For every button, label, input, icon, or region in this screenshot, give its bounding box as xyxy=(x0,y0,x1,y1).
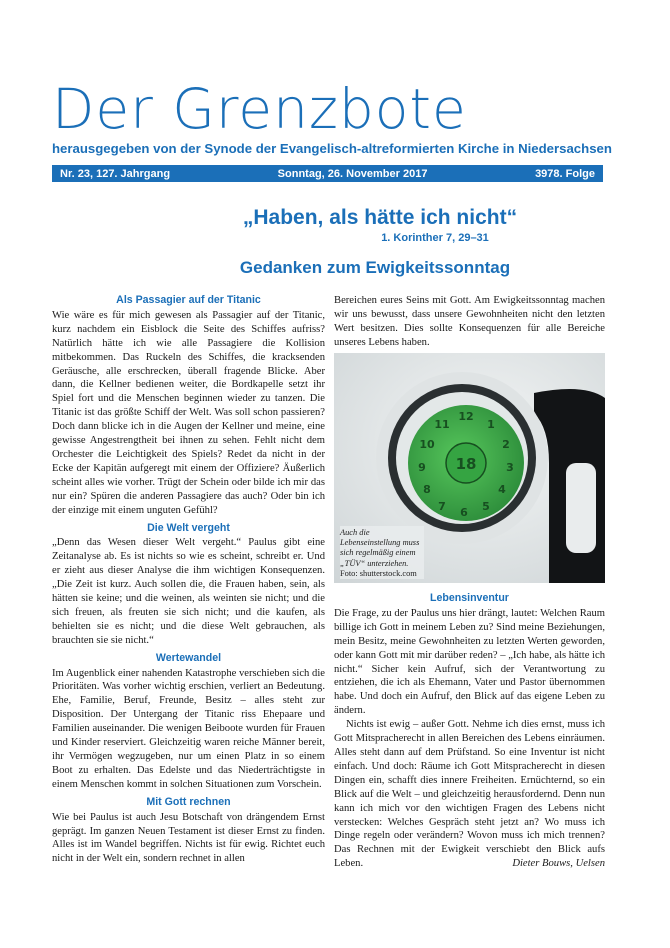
svg-text:11: 11 xyxy=(434,418,450,431)
svg-text:8: 8 xyxy=(423,483,431,496)
section-heading-gott: Mit Gott rechnen xyxy=(146,795,231,808)
section-text-welt: „Denn das Wesen dieser Welt vergeht.“ Paulus gibt eine Zeitanalyse ab. Es ist nichts so wie es scheint, schreibt er. Und er zieht aus dieser Analyse die ihm wichtigen Konsequenzen. „Die Zeit ist kurz. Auch sollen die, die Frauen haben, sein, als hätten sie keine; und die weinen, als weinten sie nicht; und die sich freuen, als freuten sie sich nicht; und die kaufen, als behielten sie es nicht; und die diese Welt gebrauchen, als brauchten sie sie nicht.“ xyxy=(52,537,325,646)
svg-text:5: 5 xyxy=(482,500,490,513)
article-theme: Gedanken zum Ewigkeitssonntag xyxy=(239,258,511,277)
article-title: „Haben, als hätte ich nicht“ xyxy=(242,206,518,229)
svg-text:2: 2 xyxy=(502,438,510,451)
article-headline xyxy=(0,206,670,278)
svg-text:12: 12 xyxy=(458,410,474,423)
section-text-inventur-1: Die Frage, zu der Paulus uns hier drängt, lautet: Welchen Raum billige ich Gott in meinem Leben zu? Sind meine Beziehungen, mein Besitz, meine Gewohnheiten zu letzten Werten geworden, oder kann Gott mit mir darüber reden? – „Ich habe, als hätte ich nicht.“ Sicher kein Aufruf, sich der Verantwortung zu entziehen, die ich als Ehemann, Vater und Pastor übernommen habe. Und doch ein Aufruf, den Blick auf das eigene Leben zu ändern. xyxy=(334,607,605,717)
section-heading-welt: Die Welt vergeht xyxy=(147,521,230,534)
svg-text:18: 18 xyxy=(455,455,477,473)
issue-info-bar xyxy=(52,165,603,182)
section-text-gott-continued: Bereichen eures Seins mit Gott. Am Ewigkeitssonntag machen wir uns bewusst, dass unsere Gewohnheiten nicht den letzten Wert besitzen. Dies sollte Konsequenzen für alle Bereiche unseres Lebens haben. xyxy=(334,295,605,348)
svg-text:10: 10 xyxy=(419,438,435,451)
section-heading-werte: Wertewandel xyxy=(155,651,222,664)
masthead xyxy=(52,77,612,156)
svg-text:7: 7 xyxy=(438,500,446,513)
left-column xyxy=(52,292,325,866)
newspaper-title: Der Grenzbote xyxy=(52,77,467,141)
tuev-photo xyxy=(334,353,605,583)
issue-number: Nr. 23, 127. Jahrgang xyxy=(60,167,171,180)
right-column-bottom xyxy=(334,590,605,871)
bible-reference: 1. Korinther 7, 29–31 xyxy=(381,232,489,244)
svg-text:6: 6 xyxy=(460,506,468,519)
photo-caption xyxy=(340,526,424,579)
svg-text:3: 3 xyxy=(506,461,514,474)
right-column-top xyxy=(334,294,605,350)
caption-text: Auch die Lebenseinstellung muss sich regelmäßig einem „TÜV“ unterziehen. xyxy=(340,527,420,568)
photo-credit: Foto: shutterstock.com xyxy=(340,568,417,578)
svg-text:9: 9 xyxy=(418,461,426,474)
section-heading-titanic: Als Passagier auf der Titanic xyxy=(116,294,261,306)
svg-text:4: 4 xyxy=(498,483,506,496)
issue-date: Sonntag, 26. November 2017 xyxy=(277,167,428,180)
inventur-2-body: Nichts ist ewig – außer Gott. Nehme ich dies ernst, muss ich Gott Mitspracherecht in allen Bereichen des Lebens einräumen. Alles steht dann auf dem Prüfstand. So eine Inventur ist nicht einfach. Und doch: Räume ich Gott Mitspracherecht in diesen Dingen ein, schafft dies innere Freiheiten. Ernüchternd, so ein Blick auf die Welt – und gleichzeitig herausfordernd. Denn nun kann ich mich vor den wichtigen Fragen des Lebens nicht verstecken: Welches Gespräch steht jetzt an? Wo muss ich Dinge regeln oder verändern? Wovon muss ich mich trennen? Das Rechnen mit der Ewigkeit verschiebt den Blick aufs Leben. xyxy=(334,719,605,870)
issue-edition: 3978. Folge xyxy=(535,167,595,180)
author-signature: Dieter Bouws, Uelsen xyxy=(512,858,605,870)
section-text-gott: Wie bei Paulus ist auch Jesu Botschaft von drängendem Ernst geprägt. Im ganzen Neuen Testament ist dieser Ernst zu finden. Alles ist im Wandel begriffen. Nichts ist für ewig. Richtet euch nicht in der Welt ein, sondern rechnet in allen xyxy=(52,811,325,865)
svg-text:1: 1 xyxy=(487,418,495,431)
section-heading-inventur: Lebensinventur xyxy=(430,592,509,604)
newspaper-subtitle: herausgegeben von der Synode der Evangelisch-altreformierten Kirche in Niedersachsen xyxy=(52,141,612,156)
section-text-werte: Im Augenblick einer nahenden Katastrophe verschieben sich die Prioritäten. Was vorher wichtig erschien, verliert an Bedeutung. Ehe, Familie, Beruf, Freunde, Besitz – alles steht zur Disposition. Der Untergang der Titanic riss Ehepaare und Familien auseinander. Die wenigen Beiboote wurden für Frauen und Kinder reserviert. Gleichzeitig waren reiche Männer bereit, ihr Vermögen wegzugeben, nur um einen Platz in so einem Boot zu erhalten. Das Edelste und das Niederträchtigste in einem Menschen kommt in solchen Situationen zum Vorschein. xyxy=(52,667,325,790)
section-text-titanic: Wie wäre es für mich gewesen als Passagier auf der Titanic, kurz nachdem ein Eisblock die Seite des Schiffes aufriss? Natürlich hätte ich wie alle Passagiere die Kollision mitbekommen. Das Ruckeln des Schiffes, die kracksenden Geräusche, alle erschrecken, überall fragende Blicke. Aber dann, die Kellner bedienen weiter, die Bordkapelle setzt ihr Spiel fort und die Menschen beginnen wieder zu tanzen. Die Titanic ist das größte Schiff der Welt. Was soll schon passieren? Doch dann blicke ich in die Augen der Kellner und meine, eine gewisse Angestrengtheit bei ihnen zu sehen. Fehlt nicht dem Orchester die Leichtigkeit des Spiels? Redet da nicht in der Ecke der Kapitän aufgeregt mit einem der Offiziere? Äußerlich scheint alles wie vorher. Trügt der Schein oder bilde ich mir das nur ein? Spüren die anderen Passagiere das auch? Oder bin ich der einzige mit einem unguten Gefühl? xyxy=(52,309,325,516)
section-text-inventur-2 xyxy=(334,718,605,871)
